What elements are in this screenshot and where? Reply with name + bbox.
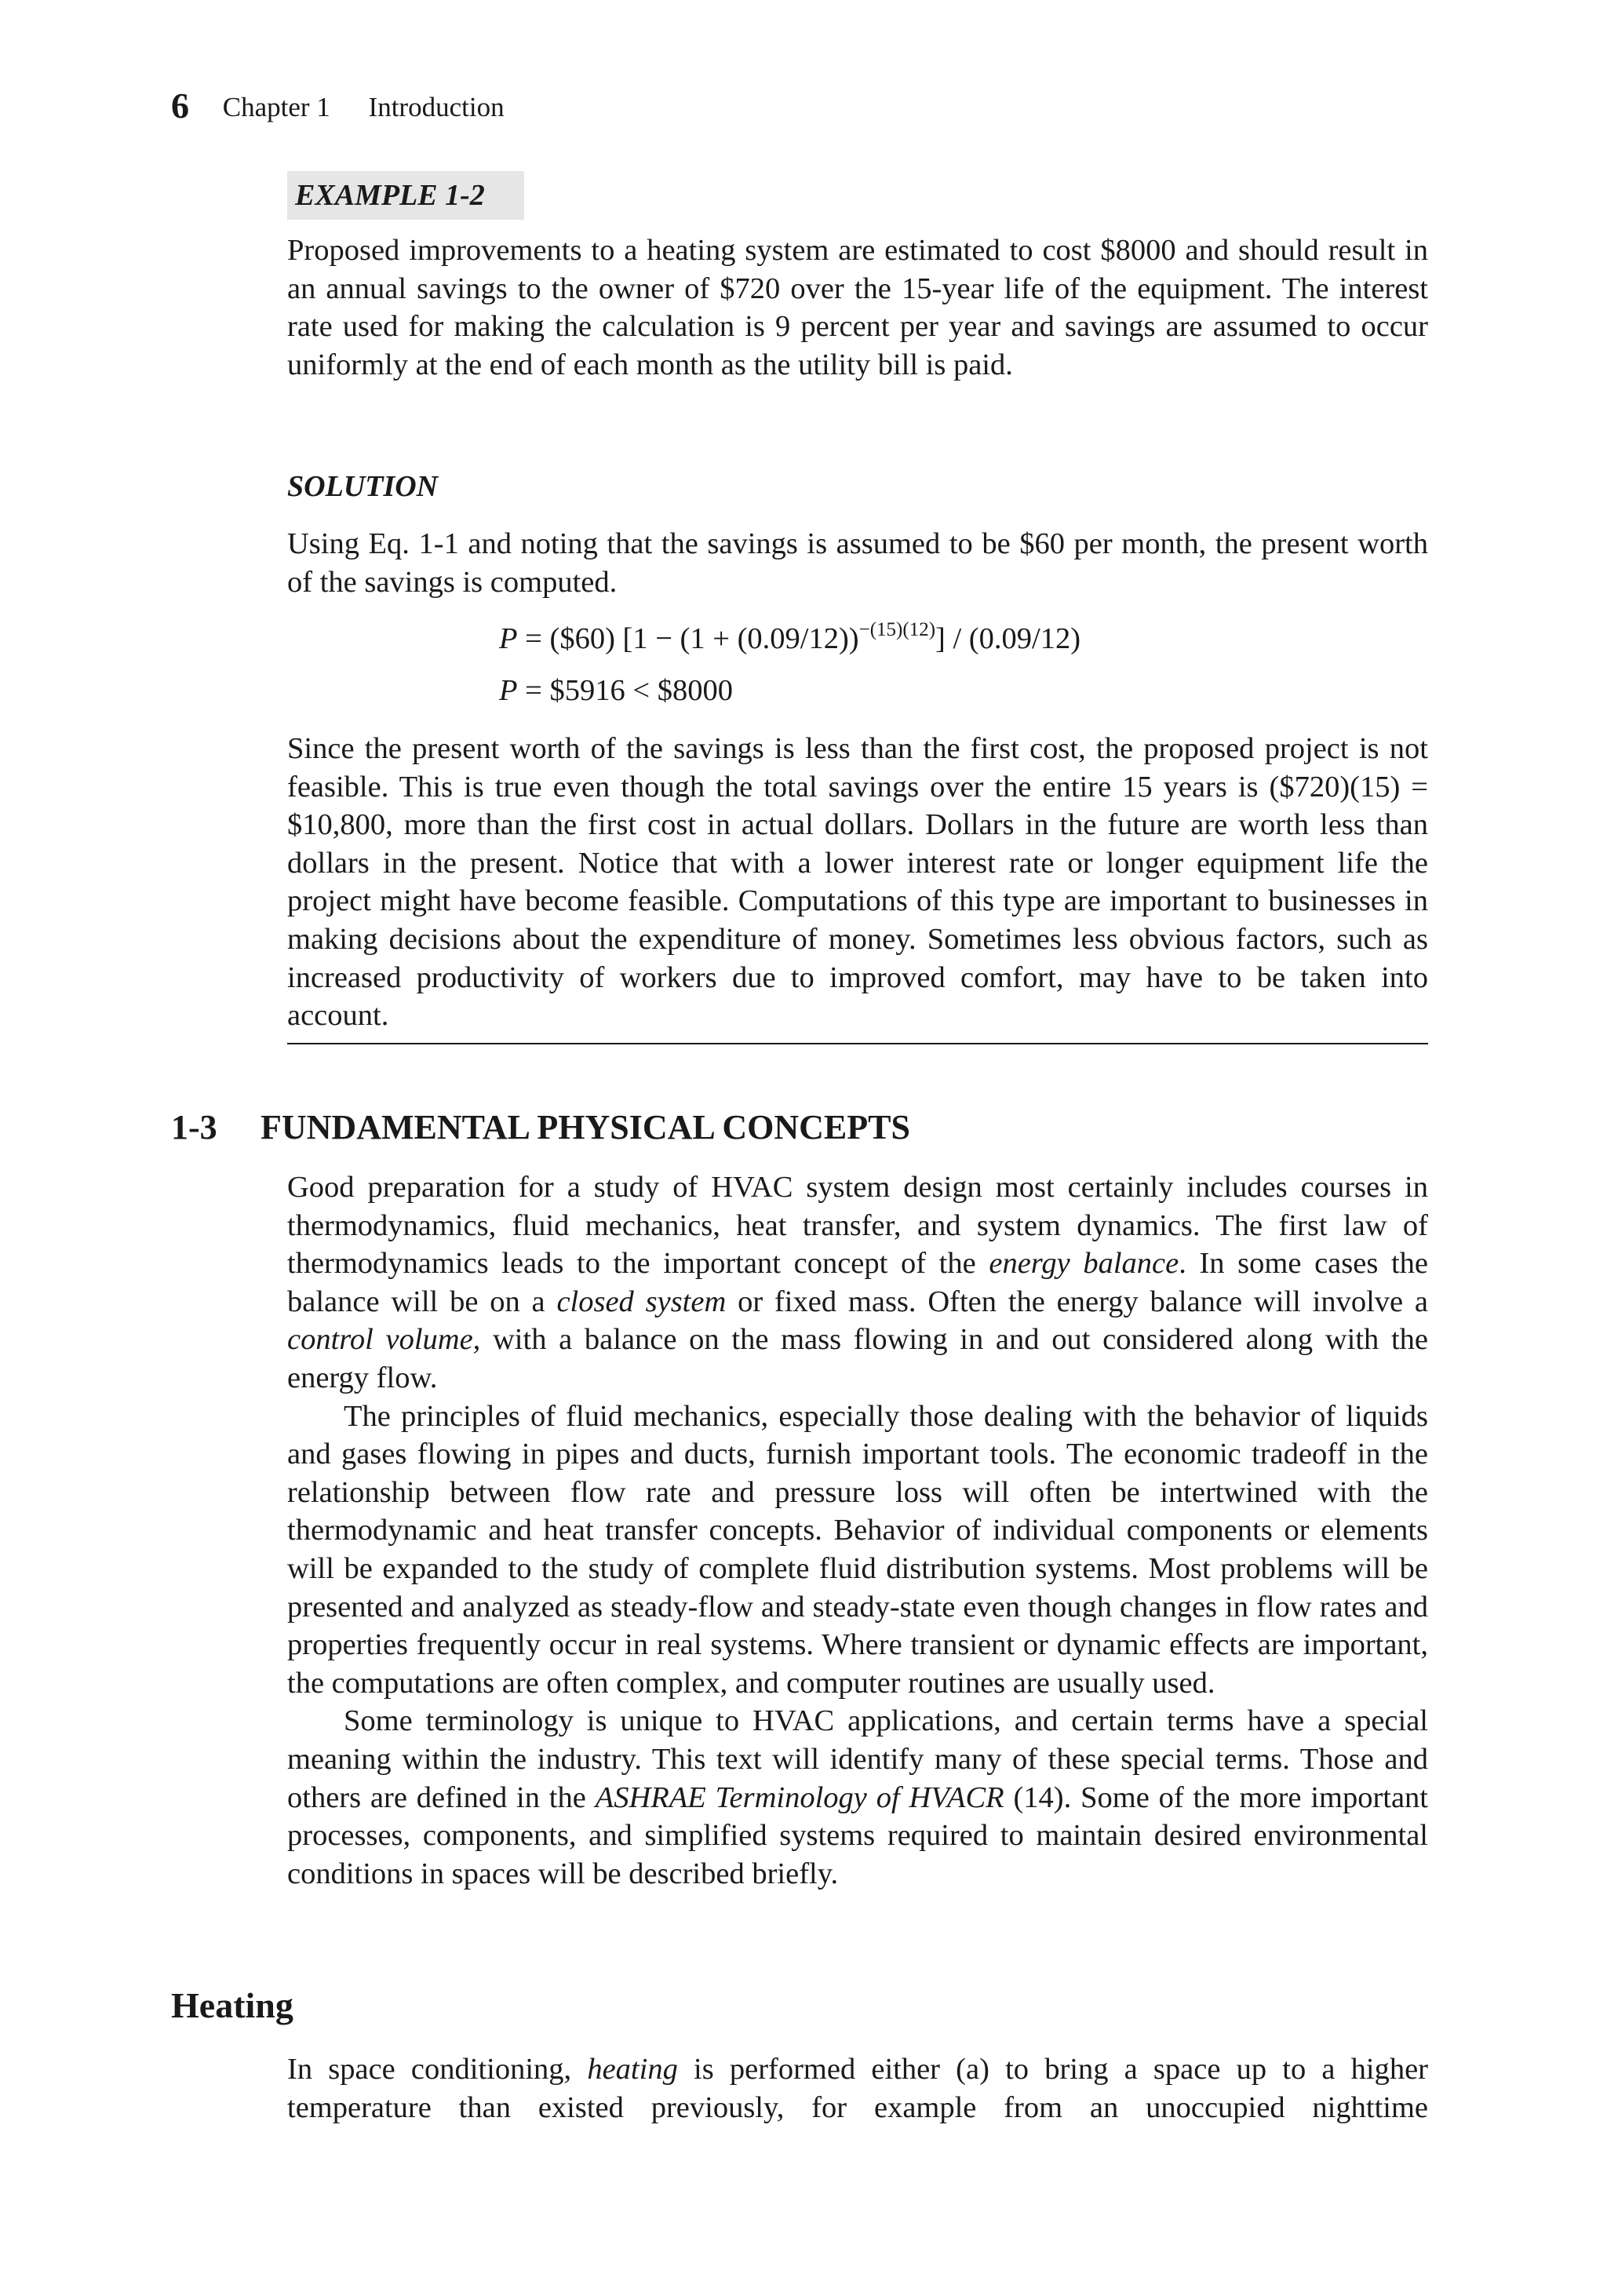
section-paragraph-2: The principles of fluid mechanics, especially those dealing with the behavior of liquids and gases flowing in pipes and ducts, furnish important tools. The economic tradeoff in the relationship between flow rate and pressure loss will often be intertwined with the thermodynamic and heat transfer concepts. Behavior of individual components or elements will be expanded to the study of complete fluid distribution systems. Most problems will be presented and analyzed as steady-flow and steady-state even though changes in flow rates and properties frequently occur in real systems. Where transient or dynamic effects are important, the computations are often complex, and computer routines are usually used. bbox=[287, 1399, 1428, 1700]
heating-text-a: In space conditioning, bbox=[287, 2053, 588, 2086]
chapter-label: Chapter 1 bbox=[222, 92, 330, 122]
section-paragraph-1 bbox=[287, 1168, 1428, 1398]
solution-intro: Using Eq. 1-1 and noting that the savings is assumed to be $60 per month, the present worth of the savings is computed. bbox=[287, 527, 1428, 599]
running-head bbox=[171, 88, 505, 124]
eq1-main: = ($60) [1 − (1 + (0.09/12)) bbox=[517, 622, 859, 655]
reference-ashrae-terminology: ASHRAE Terminology of HVACR bbox=[595, 1780, 1004, 1814]
equation-result bbox=[499, 672, 733, 709]
p1-text-c: or fixed mass. Often the energy balance will involve a bbox=[726, 1285, 1429, 1318]
example-label: EXAMPLE 1-2 bbox=[287, 171, 524, 220]
solution-text: Since the present worth of the savings is less than the first cost, the proposed project is not feasible. This is true even though the total savings over the entire 15 years is ($720)(15) = $10,800, more than the first cost in actual dollars. Dollars in the future are worth less than dollars in the present. Notice that with a lower interest rate or longer equipment life the project might have become feasible. Computations of this type are important to businesses in making decisions about the expenditure of money. Sometimes less obvious factors, such as increased productivity of workers due to improved comfort, may have to be taken into account. bbox=[287, 732, 1428, 1033]
p3-text-b: (14). Some of the more important processes, components, and simplified systems required to maintain desired environmental conditions in spaces will be described briefly. bbox=[287, 1780, 1429, 1890]
equation-present-worth bbox=[499, 620, 1080, 658]
eq2-main: = $5916 < $8000 bbox=[517, 674, 733, 707]
p1-text-b: . In some cases the balance will be on a bbox=[287, 1247, 1429, 1318]
eq1-variable: P bbox=[499, 622, 518, 655]
section-paragraph-3 bbox=[287, 1702, 1428, 1893]
p1-text-d: with a balance on the mass flowing in and out considered along with the energy flow. bbox=[287, 1323, 1428, 1394]
example-end-rule bbox=[287, 1043, 1428, 1044]
section-title: FUNDAMENTAL PHYSICAL CONCEPTS bbox=[261, 1108, 910, 1146]
eq1-exponent: −(15)(12) bbox=[858, 619, 936, 640]
eq1-tail: ] / (0.09/12) bbox=[935, 622, 1081, 655]
heating-paragraph bbox=[287, 2050, 1428, 2127]
term-control-volume: control volume, bbox=[287, 1323, 481, 1357]
section-heading bbox=[171, 1106, 910, 1149]
eq2-variable: P bbox=[499, 674, 518, 707]
section-number: 1-3 bbox=[171, 1108, 217, 1146]
subsection-heading: Heating bbox=[171, 1985, 293, 2025]
section-body bbox=[287, 1168, 1428, 1893]
chapter-title: Introduction bbox=[368, 92, 505, 122]
heating-text-b: is performed either (a) to bring a space up to a higher temperature than existed previously, for example from an unoccupied nighttime bbox=[287, 2053, 1428, 2124]
p3-text-a: Some terminology is unique to HVAC applications, and certain terms have a special meaning within the industry. This text will identify many of these special terms. Those and others are defined in the bbox=[287, 1704, 1428, 1814]
page-number: 6 bbox=[171, 86, 189, 126]
term-closed-system: closed system bbox=[556, 1285, 727, 1318]
solution-label: SOLUTION bbox=[287, 470, 439, 503]
term-heating: heating bbox=[587, 2053, 678, 2086]
term-energy-balance: energy balance bbox=[989, 1247, 1179, 1281]
p1-text-a: Good preparation for a study of HVAC system design most certainly includes courses in thermodynamics, fluid mechanics, heat transfer, and system dynamics. The first law of thermodynamics leads to the important concept of the bbox=[287, 1171, 1428, 1281]
example-text: Proposed improvements to a heating system are estimated to cost $8000 and should result in an annual savings to the owner of $720 over the 15-year life of the equipment. The interest rate used for making the calculation is 9 percent per year and savings are assumed to occur uniformly at the end of each month as the utility bill is paid. bbox=[287, 234, 1428, 381]
